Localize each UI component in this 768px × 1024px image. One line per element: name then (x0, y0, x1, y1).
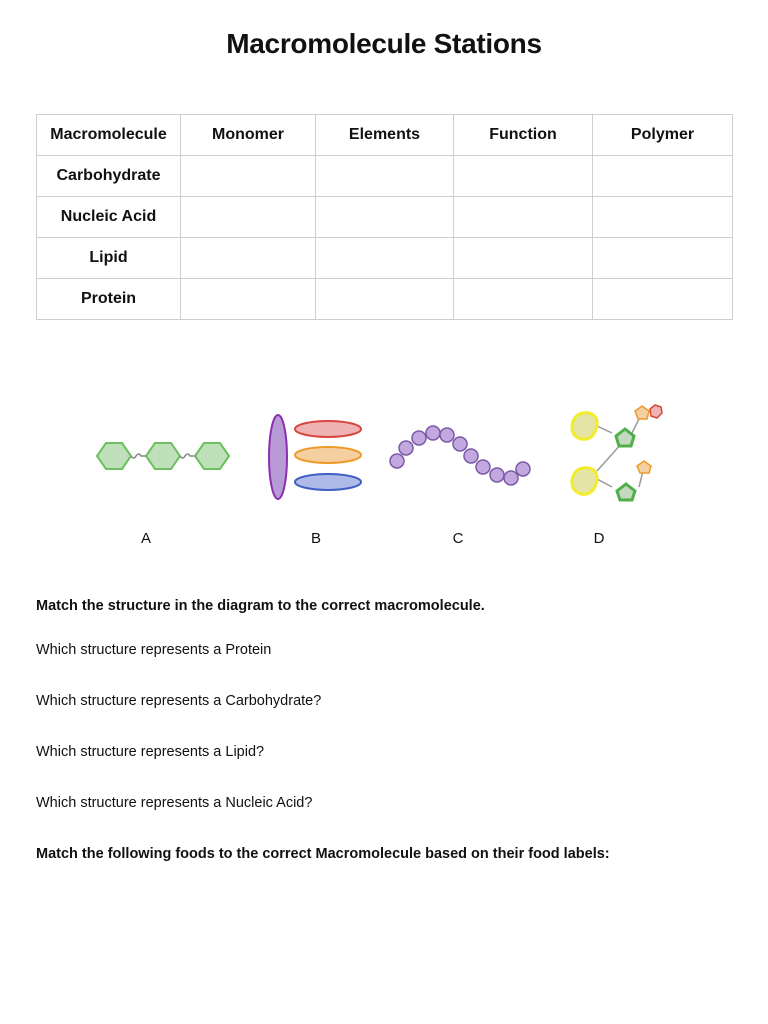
structure-d-nucleotides (572, 405, 662, 500)
amino-acid-bead (464, 449, 478, 463)
sugar-pentagon-icon (616, 429, 634, 446)
table-header-row (37, 115, 733, 156)
amino-acid-bead (476, 460, 490, 474)
table-cell[interactable] (593, 197, 733, 238)
amino-acid-bead (412, 431, 426, 445)
row-label-lipid: Lipid (37, 238, 181, 279)
label-d: D (593, 530, 605, 547)
structure-b-lipid (269, 415, 361, 499)
amino-acid-bead (399, 441, 413, 455)
hexagon-icon (146, 443, 180, 469)
label-c: C (452, 530, 464, 547)
structure-c-bead-chain (390, 426, 530, 485)
match-foods-instruction: Match the following foods to the correct Macromolecule based on their food labels: (36, 846, 610, 862)
base-pentagon-icon (637, 461, 651, 473)
fatty-acid-icon (295, 421, 361, 437)
row-label-protein: Protein (37, 279, 181, 320)
phosphate-icon (572, 413, 597, 440)
question-lipid: Which structure represents a Lipid? (36, 744, 265, 760)
table-cell[interactable] (181, 238, 316, 279)
amino-acid-bead (504, 471, 518, 485)
table-cell[interactable] (316, 238, 454, 279)
header-elements: Elements (316, 115, 454, 156)
table-cell[interactable] (181, 197, 316, 238)
amino-acid-bead (390, 454, 404, 468)
backbone-line (597, 417, 643, 487)
table-cell[interactable] (181, 156, 316, 197)
row-label-nucleic-acid: Nucleic Acid (37, 197, 181, 238)
fatty-acid-icon (295, 474, 361, 490)
label-a: A (140, 530, 151, 547)
structure-a-hexagon-chain (97, 443, 229, 469)
table-row (37, 238, 733, 279)
bond-line (180, 454, 195, 458)
hexagon-icon (195, 443, 229, 469)
question-carbohydrate: Which structure represents a Carbohydrate? (36, 693, 322, 709)
question-nucleic-acid: Which structure represents a Nucleic Acid? (36, 795, 313, 811)
header-monomer: Monomer (181, 115, 316, 156)
header-polymer: Polymer (593, 115, 733, 156)
amino-acid-bead (426, 426, 440, 440)
base-pentagon-icon (635, 406, 649, 419)
table-cell[interactable] (181, 279, 316, 320)
match-structure-instruction: Match the structure in the diagram to the correct macromolecule. (36, 598, 485, 614)
amino-acid-bead (516, 462, 530, 476)
header-macromolecule: Macromolecule (37, 115, 181, 156)
phosphate-icon (572, 468, 597, 495)
table-cell[interactable] (593, 156, 733, 197)
table-row (37, 279, 733, 320)
table-cell[interactable] (454, 197, 593, 238)
row-label-carbohydrate: Carbohydrate (37, 156, 181, 197)
bond-line (131, 454, 146, 458)
header-function: Function (454, 115, 593, 156)
table-cell[interactable] (454, 279, 593, 320)
glycerol-icon (269, 415, 287, 499)
table-cell[interactable] (316, 279, 454, 320)
macromolecule-table (36, 114, 733, 320)
table-cell[interactable] (593, 279, 733, 320)
table-row (37, 197, 733, 238)
table-cell[interactable] (316, 197, 454, 238)
sugar-pentagon-icon (617, 484, 635, 500)
fatty-acid-icon (295, 447, 361, 463)
hexagon-icon (97, 443, 131, 469)
table-row (37, 156, 733, 197)
macromolecule-diagram (0, 395, 768, 515)
table-cell[interactable] (593, 238, 733, 279)
page-title: Macromolecule Stations (226, 28, 542, 59)
label-b: B (310, 530, 321, 547)
amino-acid-bead (453, 437, 467, 451)
table-cell[interactable] (454, 156, 593, 197)
base-hexagon-icon (650, 405, 662, 418)
table-cell[interactable] (454, 238, 593, 279)
amino-acid-bead (490, 468, 504, 482)
amino-acid-bead (440, 428, 454, 442)
table-cell[interactable] (316, 156, 454, 197)
question-protein: Which structure represents a Protein (36, 642, 272, 658)
